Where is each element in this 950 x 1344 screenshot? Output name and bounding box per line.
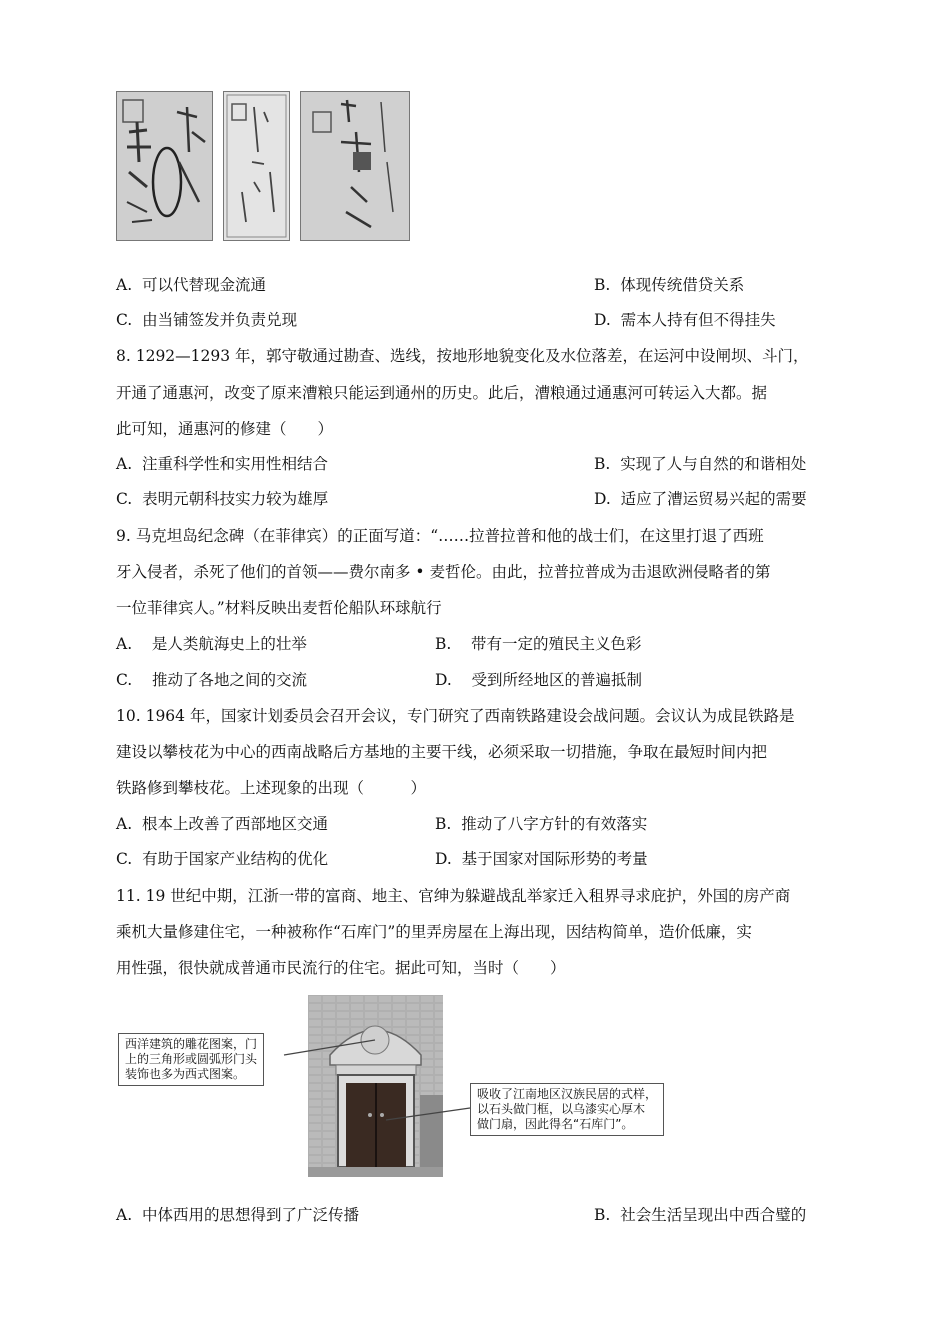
q9-option-b-text: 带有一定的殖民主义色彩 [471, 635, 642, 653]
q7-option-d-label: D. [594, 311, 611, 329]
q8-option-a-text: 注重科学性和实用性相结合 [141, 455, 328, 473]
q10-option-b-text: 推动了八字方针的有效落实 [461, 815, 648, 833]
q11-option-b-text: 社会生活呈现出中西合璧的 [620, 1206, 807, 1224]
q11-option-a-label: A. [116, 1206, 133, 1224]
note-left-line-1: 西洋建筑的雕花图案，门 [125, 1037, 258, 1051]
q11-option-b-label: B. [594, 1206, 611, 1224]
q8-option-b-label: B. [594, 455, 611, 473]
q8-stem-line-2: 开通了通惠河，改变了原来漕粮只能运到通州的历史。此后，漕粮通过通惠河可转运入大都。据 [116, 384, 768, 402]
q10-option-a-label: A. [116, 815, 133, 833]
callout-line-left [284, 1040, 375, 1055]
q9-option-c-label: C. [116, 671, 133, 689]
q11-option-a-text: 中体西用的思想得到了广泛传播 [141, 1206, 359, 1224]
q10-stem-line-2: 建设以攀枝花为中心的西南战略后方基地的主要干线，必须采取一切措施，争取在最短时间内把 [116, 743, 768, 761]
q11-option-a [116, 1205, 359, 1225]
q10-stem-line-3: 铁路修到攀枝花。上述现象的出现（ ） [116, 779, 427, 797]
q9-option-b-label: B. [435, 635, 452, 653]
q8-option-c-text: 表明元朝科技实力较为雄厚 [142, 490, 329, 508]
q7-option-a-label: A. [116, 276, 133, 294]
note-right-line-3: 做门扇，因此得名“石库门”。 [477, 1117, 634, 1131]
q10-option-a-text: 根本上改善了西部地区交通 [141, 815, 328, 833]
q10-option-c-text: 有助于国家产业结构的优化 [142, 850, 329, 868]
q8-stem-line-1: 8. 1292—1293 年，郭守敬通过勘查、选线，按地形地貌变化及水位落差，在运河中设闸坝、斗门， [116, 347, 809, 365]
q10-option-d-text: 基于国家对国际形势的考量 [461, 850, 648, 868]
q8-option-b-text: 实现了人与自然的和谐相处 [620, 455, 807, 473]
q8-stem-line-3: 此可知，通惠河的修建（ ） [116, 420, 334, 438]
note-jiangnan-style [470, 1083, 664, 1136]
q9-option-d-label: D. [435, 671, 452, 689]
note-right-line-2: 以石头做门框，以乌漆实心厚木 [477, 1102, 646, 1116]
note-left-line-2: 上的三角形或圆弧形门头 [125, 1052, 258, 1066]
q8-option-c-label: C. [116, 490, 133, 508]
q11-option-b [594, 1205, 806, 1225]
q7-option-c-text: 由当铺签发并负责兑现 [142, 311, 298, 329]
q9-stem-line-2: 牙入侵者，杀死了他们的首领——费尔南多 • 麦哲伦。由此，拉普拉普成为击退欧洲侵略者的第 [116, 563, 771, 581]
q11-stem-line-1: 11. 19 世纪中期，江浙一带的富商、地主、官绅为躲避战乱举家迁入租界寻求庇护，外国的房产商 [116, 887, 791, 905]
q7-option-b-label: B. [594, 276, 611, 294]
q7-option-d-text: 需本人持有但不得挂失 [620, 311, 776, 329]
note-left-line-3: 装饰也多为西式图案。 [125, 1067, 246, 1081]
q7-option-a-text: 可以代替现金流通 [141, 276, 266, 294]
q9-option-c-text: 推动了各地之间的交流 [151, 671, 307, 689]
q7-option-b-text: 体现传统借贷关系 [620, 276, 745, 294]
q7-option-c-label: C. [116, 311, 133, 329]
note-right-line-1: 吸收了江南地区汉族民居的式样， [477, 1087, 658, 1101]
q11-stem-line-3: 用性强，很快就成普通市民流行的住宅。据此可知，当时（ ） [116, 959, 566, 977]
q11-stem-line-2: 乘机大量修建住宅，一种被称作“石库门”的里弄房屋在上海出现，因结构简单，造价低廉，实 [116, 923, 752, 941]
q8-option-d-label: D. [594, 490, 611, 508]
q10-option-b-label: B. [435, 815, 452, 833]
q9-option-a-label: A. [116, 635, 133, 653]
callout-line-right [386, 1108, 470, 1120]
q8-option-d-text: 适应了漕运贸易兴起的需要 [620, 490, 807, 508]
q8-option-a-label: A. [116, 455, 133, 473]
note-western-carving [118, 1033, 264, 1086]
q9-option-a-text: 是人类航海史上的壮举 [151, 635, 307, 653]
q10-option-c-label: C. [116, 850, 133, 868]
q10-stem-line-1: 10. 1964 年，国家计划委员会召开会议，专门研究了西南铁路建设会战问题。会议认为成昆铁路是 [116, 707, 795, 725]
q9-stem-line-1: 9. 马克坦岛纪念碑（在菲律宾）的正面写道：“……拉普拉普和他的战士们，在这里打退了西班 [116, 527, 764, 545]
q9-stem-line-3: 一位菲律宾人。”材料反映出麦哲伦船队环球航行 [116, 599, 442, 617]
q10-option-d-label: D. [435, 850, 452, 868]
q9-option-d-text: 受到所经地区的普遍抵制 [471, 671, 643, 689]
